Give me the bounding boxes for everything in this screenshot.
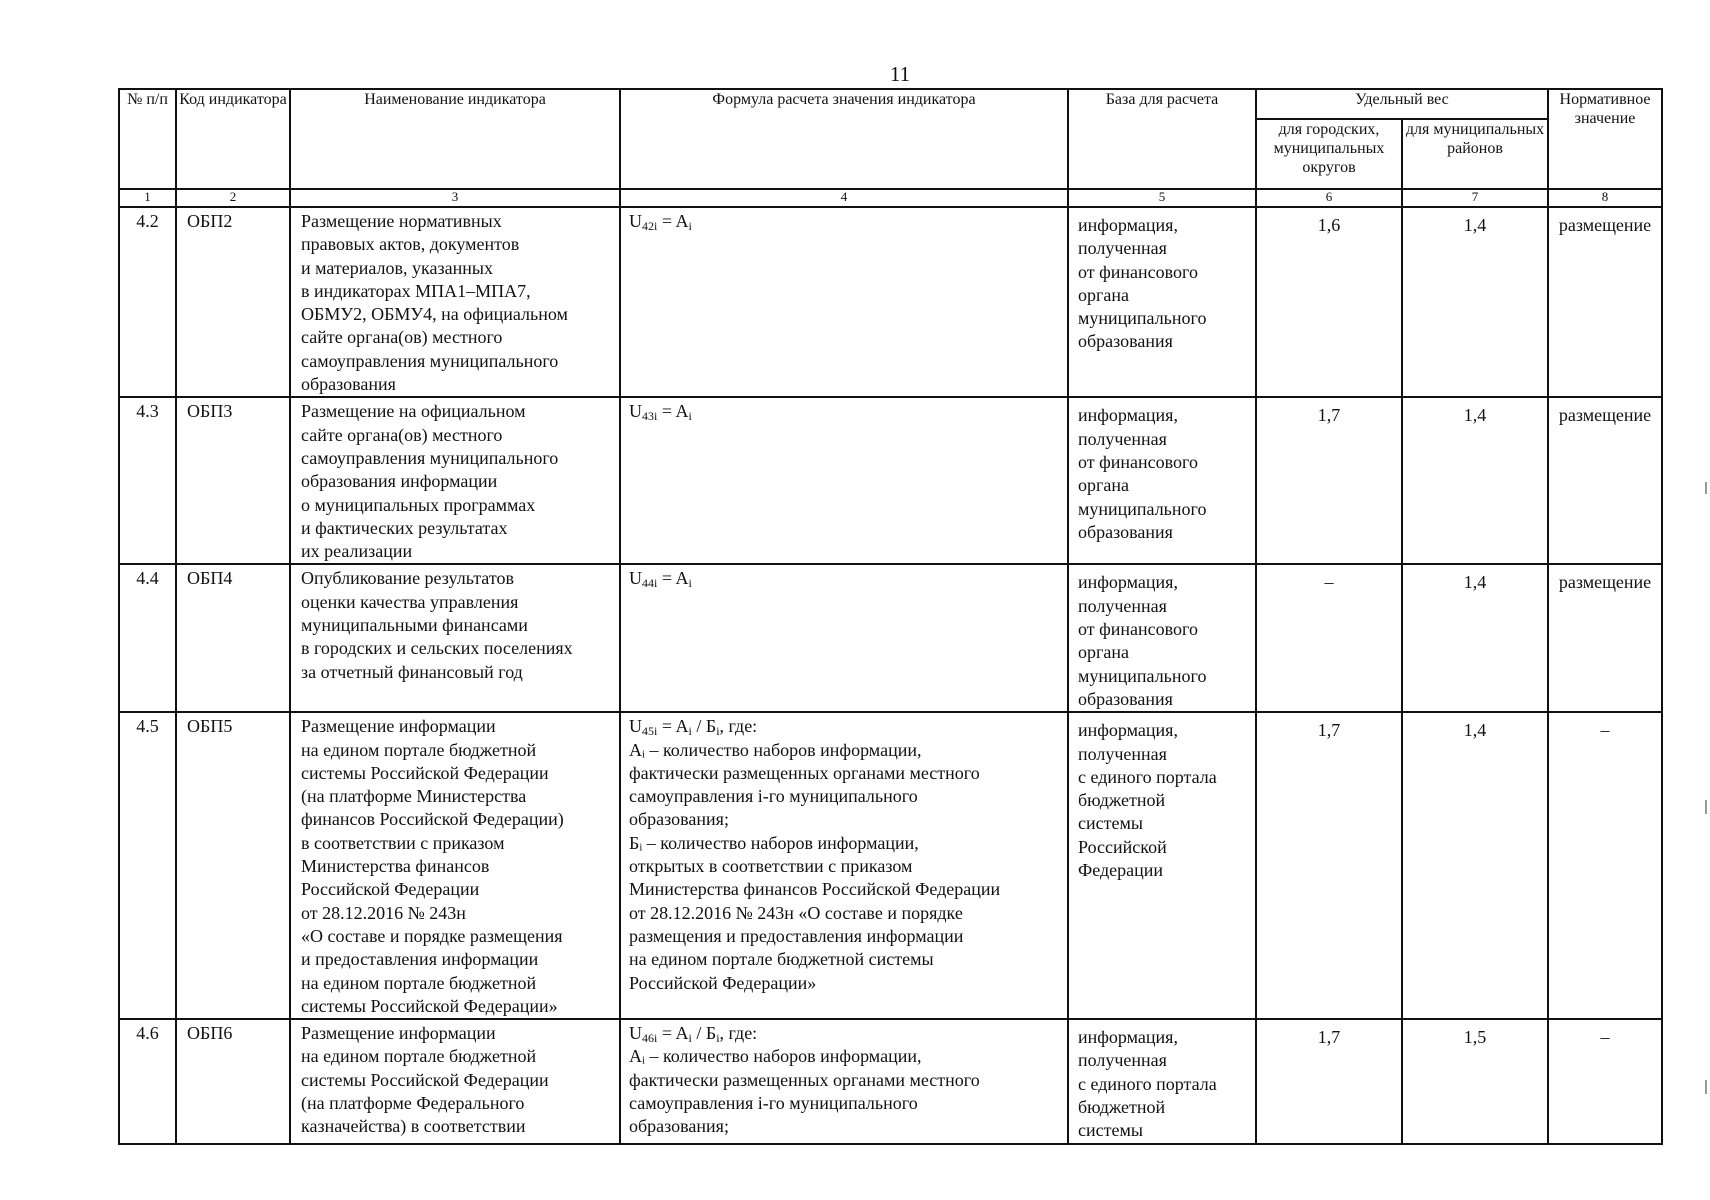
page-number: 11 bbox=[889, 62, 911, 86]
indicator-name-line: казначейства) в соответствии bbox=[301, 1116, 526, 1137]
calculation-base-line: полученная bbox=[1078, 743, 1167, 764]
calculation-base-line: информация, bbox=[1078, 572, 1178, 593]
formula-subscript: i bbox=[688, 1031, 692, 1046]
indicator-name-line: Министерства финансов bbox=[301, 856, 490, 877]
formula-subscript: i bbox=[716, 724, 720, 739]
indicator-name-line: Размещение информации bbox=[301, 716, 496, 737]
indicator-formula bbox=[620, 712, 1068, 1019]
indicator-name-line: (на платформе Федерального bbox=[301, 1092, 525, 1113]
row-number: 4.2 bbox=[119, 207, 176, 397]
formula-expression: $U_{45i} = A_i / Б_i$, где: bbox=[629, 716, 758, 739]
indicator-name-line: на едином портале бюджетной bbox=[301, 1046, 537, 1067]
table-row bbox=[119, 564, 1662, 712]
formula-expression: $U_{43i} = A_i$ bbox=[629, 401, 692, 424]
calculation-base-line: бюджетной bbox=[1078, 1096, 1166, 1117]
calculation-base-line: системы bbox=[1078, 1120, 1143, 1141]
indicator-name-line: и материалов, указанных bbox=[301, 257, 493, 278]
indicator-name-line: о муниципальных программах bbox=[301, 494, 536, 515]
column-number: 5 bbox=[1068, 189, 1256, 207]
header-base: База для расчета bbox=[1068, 89, 1256, 189]
calculation-base-line: органа bbox=[1078, 475, 1129, 496]
indicator-name-line: Размещение на официальном bbox=[301, 401, 526, 422]
column-numbers-row bbox=[119, 189, 1662, 207]
formula-line: Российской Федерации» bbox=[629, 972, 817, 993]
formula-subscript: 43i bbox=[642, 409, 658, 424]
indicator-name-line: (на платформе Министерства bbox=[301, 786, 527, 807]
calculation-base bbox=[1068, 1019, 1256, 1143]
header-num: № п/п bbox=[119, 89, 176, 189]
calculation-base-line: с единого портала bbox=[1078, 766, 1217, 787]
row-number: 4.5 bbox=[119, 712, 176, 1019]
indicator-code: ОБП6 bbox=[176, 1019, 290, 1143]
formula-line: самоуправления i-го муниципального bbox=[629, 786, 918, 807]
header-name: Наименование индикатора bbox=[290, 89, 620, 189]
column-number: 4 bbox=[620, 189, 1068, 207]
formula-subscript: i bbox=[688, 409, 692, 424]
formula-line: на едином портале бюджетной системы bbox=[629, 949, 934, 970]
table-row bbox=[119, 712, 1662, 1019]
normative-value: – bbox=[1548, 1019, 1662, 1143]
indicator-name-line: ОБМУ2, ОБМУ4, на официальном bbox=[301, 304, 568, 325]
indicator-name-line: за отчетный финансовый год bbox=[301, 661, 523, 682]
indicator-name-line: образования bbox=[301, 374, 396, 395]
column-number: 6 bbox=[1256, 189, 1402, 207]
formula-subscript: 45i bbox=[642, 724, 658, 739]
header-code: Код индикатора bbox=[176, 89, 290, 189]
table-row bbox=[119, 397, 1662, 564]
formula-expression: $U_{44i} = A_i$ bbox=[629, 568, 692, 591]
normative-value: размещение bbox=[1548, 564, 1662, 712]
indicator-name-line: финансов Российской Федерации) bbox=[301, 809, 564, 830]
formula-subscript: i bbox=[716, 1031, 720, 1046]
indicator-name bbox=[290, 564, 620, 712]
formula-subscript: i bbox=[688, 576, 692, 591]
indicator-formula bbox=[620, 397, 1068, 564]
calculation-base bbox=[1068, 712, 1256, 1019]
indicator-name-line: от 28.12.2016 № 243н bbox=[301, 902, 466, 923]
header-weight-city: для городских, муниципальных округов bbox=[1256, 119, 1402, 189]
indicator-name-line: в индикаторах МПА1–МПА7, bbox=[301, 280, 531, 301]
indicator-code: ОБП2 bbox=[176, 207, 290, 397]
calculation-base-line: муниципального bbox=[1078, 308, 1207, 329]
indicator-name-line: образования информации bbox=[301, 471, 498, 492]
formula-expression: $U_{42i} = A_i$ bbox=[629, 211, 692, 233]
indicator-formula bbox=[620, 207, 1068, 397]
indicator-code: ОБП4 bbox=[176, 564, 290, 712]
indicator-name-line: Размещение информации bbox=[301, 1023, 496, 1044]
calculation-base-line: информация, bbox=[1078, 215, 1178, 235]
formula-line: открытых в соответствии с приказом bbox=[629, 856, 913, 877]
weight-city: 1,7 bbox=[1256, 397, 1402, 564]
scan-margin-mark bbox=[1705, 800, 1707, 814]
calculation-base-line: от финансового bbox=[1078, 261, 1198, 282]
indicator-name-line: самоуправления муниципального bbox=[301, 350, 559, 371]
indicator-name-line: муниципальными финансами bbox=[301, 615, 528, 636]
indicator-name-line: на едином портале бюджетной bbox=[301, 972, 537, 993]
calculation-base-line: Российской bbox=[1078, 836, 1167, 857]
indicator-name-line: оценки качества управления bbox=[301, 591, 519, 612]
indicator-name-line: их реализации bbox=[301, 541, 413, 562]
indicator-table bbox=[118, 88, 1663, 1145]
formula-subscript: i bbox=[688, 219, 692, 233]
column-number: 2 bbox=[176, 189, 290, 207]
indicator-name-line: и фактических результатах bbox=[301, 517, 508, 538]
calculation-base bbox=[1068, 397, 1256, 564]
formula-line: образования; bbox=[629, 1116, 729, 1137]
column-number: 1 bbox=[119, 189, 176, 207]
header-formula: Формула расчета значения индикатора bbox=[620, 89, 1068, 189]
indicator-name-line: Размещение нормативных bbox=[301, 211, 502, 231]
formula-line: Aᵢ – количество наборов информации, bbox=[629, 1046, 922, 1067]
calculation-base-line: Федерации bbox=[1078, 860, 1164, 881]
calculation-base bbox=[1068, 207, 1256, 397]
scan-margin-mark bbox=[1705, 1080, 1707, 1094]
column-number: 3 bbox=[290, 189, 620, 207]
calculation-base-line: полученная bbox=[1078, 595, 1167, 616]
calculation-base-line: образования bbox=[1078, 521, 1173, 542]
formula-line: Министерства финансов Российской Федерации bbox=[629, 879, 1001, 900]
indicator-name-line: сайте органа(ов) местного bbox=[301, 327, 503, 348]
weight-district: 1,4 bbox=[1402, 207, 1548, 397]
indicator-name bbox=[290, 397, 620, 564]
column-number: 8 bbox=[1548, 189, 1662, 207]
indicator-name-line: и предоставления информации bbox=[301, 949, 539, 970]
indicator-name bbox=[290, 712, 620, 1019]
indicator-name-line: в соответствии с приказом bbox=[301, 832, 505, 853]
formula-subscript: 46i bbox=[642, 1031, 658, 1046]
calculation-base-line: образования bbox=[1078, 688, 1173, 709]
indicator-formula bbox=[620, 1019, 1068, 1143]
formula-line: образования; bbox=[629, 809, 729, 830]
formula-subscript: 42i bbox=[642, 219, 658, 233]
row-number: 4.3 bbox=[119, 397, 176, 564]
weight-district: 1,5 bbox=[1402, 1019, 1548, 1143]
normative-value: – bbox=[1548, 712, 1662, 1019]
calculation-base-line: бюджетной bbox=[1078, 790, 1166, 811]
calculation-base-line: от финансового bbox=[1078, 451, 1198, 472]
scan-margin-mark bbox=[1705, 482, 1707, 494]
calculation-base bbox=[1068, 564, 1256, 712]
calculation-base-line: полученная bbox=[1078, 1050, 1167, 1071]
formula-line: фактически размещенных органами местного bbox=[629, 762, 980, 783]
calculation-base-line: муниципального bbox=[1078, 665, 1207, 686]
indicator-name-line: системы Российской Федерации bbox=[301, 1069, 549, 1090]
row-number: 4.6 bbox=[119, 1019, 176, 1143]
indicator-name-line: системы Российской Федерации bbox=[301, 762, 549, 783]
formula-line: самоуправления i-го муниципального bbox=[629, 1092, 918, 1113]
indicator-formula bbox=[620, 564, 1068, 712]
header-weight-group: Удельный вес bbox=[1256, 89, 1548, 119]
calculation-base-line: от финансового bbox=[1078, 619, 1198, 640]
formula-subscript: 44i bbox=[642, 576, 658, 591]
indicator-name bbox=[290, 1019, 620, 1143]
weight-district: 1,4 bbox=[1402, 712, 1548, 1019]
normative-value: размещение bbox=[1548, 397, 1662, 564]
calculation-base-line: органа bbox=[1078, 642, 1129, 663]
calculation-base-line: муниципального bbox=[1078, 498, 1207, 519]
formula-expression: $U_{46i} = A_i / Б_i$, где: bbox=[629, 1023, 758, 1046]
calculation-base-line: полученная bbox=[1078, 428, 1167, 449]
weight-city: 1,7 bbox=[1256, 1019, 1402, 1143]
calculation-base-line: информация, bbox=[1078, 720, 1178, 741]
header-norm: Нормативное значение bbox=[1548, 89, 1662, 189]
calculation-base-line: с единого портала bbox=[1078, 1073, 1217, 1094]
formula-line: Aᵢ – количество наборов информации, bbox=[629, 739, 922, 760]
weight-city: 1,6 bbox=[1256, 207, 1402, 397]
indicator-name-line: Опубликование результатов bbox=[301, 568, 514, 589]
column-number: 7 bbox=[1402, 189, 1548, 207]
indicator-name-line: самоуправления муниципального bbox=[301, 447, 559, 468]
calculation-base-line: системы bbox=[1078, 813, 1143, 834]
weight-district: 1,4 bbox=[1402, 397, 1548, 564]
row-number: 4.4 bbox=[119, 564, 176, 712]
weight-city: 1,7 bbox=[1256, 712, 1402, 1019]
table-row bbox=[119, 1019, 1662, 1143]
indicator-code: ОБП3 bbox=[176, 397, 290, 564]
formula-line: размещения и предоставления информации bbox=[629, 925, 964, 946]
indicator-code: ОБП5 bbox=[176, 712, 290, 1019]
indicator-name-line: в городских и сельских поселениях bbox=[301, 638, 573, 659]
indicator-name bbox=[290, 207, 620, 397]
calculation-base-line: информация, bbox=[1078, 1027, 1178, 1048]
indicator-name-line: правовых актов, документов bbox=[301, 234, 520, 255]
header-weight-district: для муниципальных районов bbox=[1402, 119, 1548, 189]
calculation-base-line: информация, bbox=[1078, 405, 1178, 426]
calculation-base-line: образования bbox=[1078, 331, 1173, 352]
formula-line: фактически размещенных органами местного bbox=[629, 1069, 980, 1090]
indicator-name-line: на едином портале бюджетной bbox=[301, 739, 537, 760]
indicator-name-line: сайте органа(ов) местного bbox=[301, 424, 503, 445]
normative-value: размещение bbox=[1548, 207, 1662, 397]
calculation-base-line: органа bbox=[1078, 284, 1129, 305]
formula-subscript: i bbox=[688, 724, 692, 739]
weight-district: 1,4 bbox=[1402, 564, 1548, 712]
table-row bbox=[119, 207, 1662, 397]
formula-line: от 28.12.2016 № 243н «О составе и порядке bbox=[629, 902, 963, 923]
calculation-base-line: полученная bbox=[1078, 238, 1167, 259]
indicator-name-line: системы Российской Федерации» bbox=[301, 995, 558, 1016]
weight-city: – bbox=[1256, 564, 1402, 712]
indicator-name-line: Российской Федерации bbox=[301, 879, 480, 900]
indicator-name-line: «О составе и порядке размещения bbox=[301, 925, 563, 946]
formula-line: Бᵢ – количество наборов информации, bbox=[629, 832, 919, 853]
